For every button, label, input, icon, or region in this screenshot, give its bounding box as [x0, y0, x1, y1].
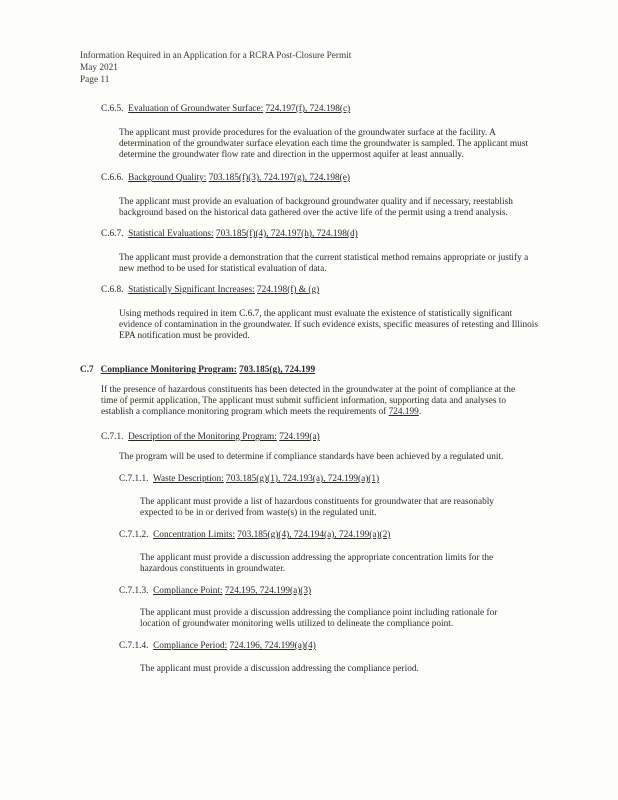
section-body-c66: The applicant must provide an evaluation of background groundwater quality and if necessary, reestablish background based on the historical data gathered over the active life of the permit using a trend analysis. [119, 197, 513, 219]
section-references: 703.185(g)(4), 724.194(a), 724.199(a)(2) [237, 530, 391, 540]
section-title: Statistically Significant Increases: [128, 285, 255, 295]
section-number: C.7.1.1. [119, 474, 149, 484]
section-heading-c71 [101, 432, 320, 443]
section-body-c714: The applicant must provide a discussion addressing the compliance period. [140, 664, 419, 674]
section-heading-c713 [119, 586, 311, 597]
section-heading-c711 [119, 474, 379, 485]
section-heading-c67 [101, 229, 358, 240]
section-title: Compliance Period: [153, 641, 228, 651]
section-heading-c712 [119, 530, 390, 541]
section-references: 724.196, 724.199(a)(4) [229, 641, 316, 651]
section-number: C.7.1.4. [119, 641, 149, 651]
section-body-c67: The applicant must provide a demonstration that the current statistical method remains appropriate or justify a new method to be used for statistical evaluation of data. [119, 253, 529, 275]
section-title: Description of the Monitoring Program: [128, 432, 277, 442]
section-title: Concentration Limits: [153, 530, 235, 540]
section-references: 703.185(g), 724.199 [239, 365, 316, 375]
section-number: C.7.1.2. [119, 530, 149, 540]
page-header [80, 50, 500, 86]
section-number: C.6.6. [101, 173, 124, 183]
section-body-c713: The applicant must provide a discussion addressing the compliance point including rationale for location of groundwater monitoring wells utilized to delineate the compliance point. [140, 608, 498, 630]
section-body-c71: The program will be used to determine if compliance standards have been achieved by a regulated unit. [119, 452, 504, 462]
section-references: 703.185(g)(1), 724.193(a), 724.199(a)(1) [226, 474, 380, 484]
section-references: 724.199(a) [279, 432, 320, 442]
section-heading-c714 [119, 641, 316, 652]
section-references: 703.185(f)(4), 724.197(h), 724.198(d) [215, 229, 358, 239]
section-title: Compliance Point: [153, 586, 223, 596]
header-date: May 2021 [80, 63, 118, 73]
section-heading-c65 [101, 104, 350, 115]
section-body-c7: If the presence of hazardous constituents has been detected in the groundwater at the point of compliance at the time of permit application, The applicant must submit sufficient information, supporting data and analyses to establish a compliance monitoring program which meets the requirements of 724.199. [101, 385, 516, 418]
section-title: Waste Description: [152, 474, 224, 484]
section-number: C.7 [80, 365, 94, 375]
section-body-c68: Using methods required in item C.6.7, the applicant must evaluate the existence of statistically significant evidence of contamination in the groundwater. If such evidence exists, specific measures of retesting and Illinois EPA notification must be provided. [119, 309, 538, 342]
header-page-number: Page 11 [80, 75, 110, 85]
section-number: C.7.1.3. [119, 586, 149, 596]
section-references: 703.185(f)(3), 724.197(g), 724.198(e) [208, 173, 350, 183]
regulation-reference: 724.199 [388, 407, 419, 418]
section-heading-c7 [80, 365, 315, 376]
section-references: 724.195, 724.199(a)(3) [224, 586, 312, 596]
section-number: C.6.8. [101, 285, 124, 295]
header-title: Information Required in an Application for a RCRA Post-Closure Permit [80, 51, 352, 61]
section-number: C.6.5. [101, 104, 124, 114]
section-title: Statistical Evaluations: [128, 229, 214, 239]
section-body-c65: The applicant must provide procedures for the evaluation of the groundwater surface at the facility. A determination of the groundwater surface elevation each time the groundwater is sampled. The applicant must determine the groundwater flow rate and direction in the uppermost aquifer at least annually. [119, 128, 529, 161]
section-number: C.7.1. [101, 432, 124, 442]
section-references: 724.197(f), 724.198(c) [265, 104, 351, 114]
section-body-c711: The applicant must provide a list of hazardous constituents for groundwater that are reasonably expected to be in or derived from waste(s) in the regulated unit. [140, 497, 494, 519]
section-body-c712: The applicant must provide a discussion addressing the appropriate concentration limits for the hazardous constituents in groundwater. [140, 553, 494, 575]
section-heading-c66 [101, 173, 350, 184]
section-number: C.6.7. [101, 229, 124, 239]
section-references: 724.198(f) & (g) [256, 285, 320, 295]
section-title: Compliance Monitoring Program: [100, 365, 237, 375]
section-title: Evaluation of Groundwater Surface: [128, 104, 264, 114]
section-heading-c68 [101, 285, 319, 296]
section-title: Background Quality: [128, 173, 207, 183]
